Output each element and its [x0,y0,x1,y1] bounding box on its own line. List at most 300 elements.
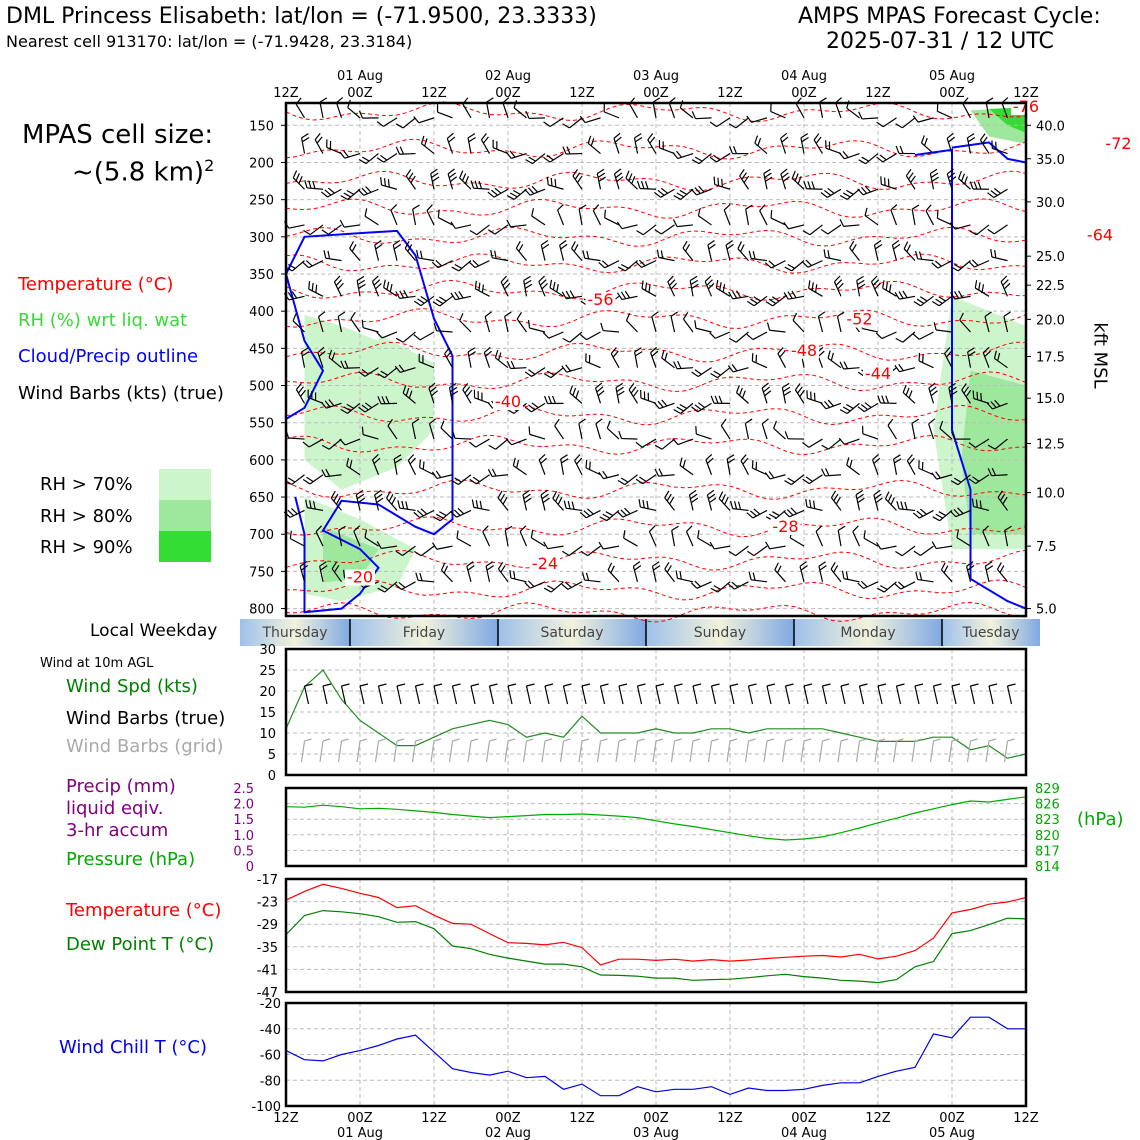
wind-barb-feather [334,494,338,501]
wind-barb-feather [856,490,863,494]
wind-barb-feather [377,158,383,163]
wind-barb-feather [802,443,808,448]
top-time-label: 12Z [865,86,891,101]
wind-barb-grid [986,741,989,762]
wind-barb-feather [558,497,562,504]
wind-barb-feather [447,133,453,138]
wind-barb [936,546,952,548]
wind-barb-feather [724,205,730,210]
wind-barb-feather [695,320,696,328]
isotherm-label: -44 [864,363,892,383]
wind-barb-feather [652,351,658,356]
wind-barb-feather [384,280,386,288]
wind-barb [698,538,712,546]
bottom-time-label: 12Z [273,1111,299,1126]
wind-barb-feather [639,499,640,507]
bottom-date-label: 04 Aug [780,1126,828,1140]
wind-barbs-true-label: Wind Barbs (true) [66,708,226,729]
wind-barb [809,439,823,447]
wind-barb-feather [818,312,824,317]
wind-barb-feather [562,292,566,299]
wind-barb [460,321,471,332]
wind-barb-true [416,686,420,704]
wind-barb-feather [544,157,550,162]
pressure-right-tick-label: 826 [1035,797,1060,813]
wind-barb-feather [791,508,797,514]
wind-barb-feather [524,494,531,499]
wind-barb-true [434,686,438,704]
wind-barb-feather [850,241,854,248]
wind-barb-feather [908,173,913,179]
wind-barb-feather [836,497,840,504]
wind-barb-feather [896,146,899,153]
wind-barb-feather [387,282,389,290]
wind-barb-feather [907,245,911,252]
wind-barb-feather [802,262,808,268]
wind-barb-feather [570,385,573,393]
wind-barb [555,426,564,439]
wind-barb-feather [916,572,918,580]
wind-barb [511,578,527,582]
kft-tick-label: 7.5 [1036,540,1057,556]
wind-barb-feather [774,421,777,428]
wind-barb-grid-feather [619,739,626,741]
wind-tick-label: 15 [259,706,276,721]
wind-barb [365,216,378,225]
wind-barb-feather [695,370,702,375]
wind-barb-feather [714,586,721,590]
wind-barb-feather [646,283,647,291]
wind-barb-grid [746,741,749,762]
wind-barb-feather [765,173,772,177]
wind-barb [586,468,600,475]
wind-barb-feather [320,98,327,102]
wind-barb-feather [668,276,674,282]
wind-barb-feather [871,276,877,282]
isotherm-label: -72 [1105,134,1132,154]
wind-barb-feather [344,151,349,157]
wind-barb-feather [988,229,995,234]
wind-barb-true [527,686,531,704]
wind-barb-feather [678,361,681,368]
wind-barb-feather [864,530,865,538]
wind-barb-feather [398,500,400,508]
wind-barb-feather [511,361,514,368]
wind-barb-feather [632,176,635,183]
wind-barb-feather [525,284,532,288]
wind-barb [348,108,360,118]
wind-barb-true-feather [619,684,627,686]
wind-barb-feather [558,205,564,210]
wind-barb-feather [876,333,882,339]
wind-barb [607,428,619,439]
wind-barb [529,118,545,119]
pressure-tick-label: 700 [249,528,274,544]
wind-barb [836,103,841,118]
wind-barb-feather [575,455,580,461]
pressure-right-tick-label: 814 [1035,860,1060,875]
wind-barb-feather [987,193,993,198]
bottom-date-label: 05 Aug [928,1126,976,1140]
wind-barb-feather [357,276,364,280]
wind-barb-feather [563,124,570,128]
wind-barb-feather [707,458,713,463]
wind-barb [516,248,526,260]
wind-barb-feather [740,169,745,176]
wind-barb-feather [936,299,943,303]
wind-barb [337,103,342,118]
cell-size-sup: 2 [204,156,215,175]
wind-barb-feather [648,134,653,140]
wind-barb [459,261,471,271]
wind-barb-feather [635,138,642,142]
wind-barb-feather [328,188,334,193]
wind-barb-feather [820,98,827,102]
wind-barb-feather [695,581,701,587]
wind-barb-feather [532,208,534,216]
wind-barb-grid [413,741,416,762]
wind-barb-feather [541,241,548,246]
precip-tick-label: 0 [245,860,254,875]
wind-barb-feather [321,192,327,197]
wind-barb [463,390,471,404]
wind-barb-feather [919,353,920,361]
wind-barb-true [582,686,586,704]
wind-barb-grid [838,741,841,762]
wind-barb-true-feather [508,684,516,686]
wind-barb-feather [410,458,415,464]
wind-barb-feather [820,566,827,570]
wind-barb-feather [691,583,697,589]
wind-barb-feather [635,352,642,356]
wind-barb-feather [857,276,864,280]
wind-barb-feather [680,571,681,579]
wind-barb [384,154,397,163]
wind-barb-feather [427,205,432,211]
wind-barb-feather [570,291,574,298]
wind-barb-feather [472,499,473,507]
wind-barb-feather [396,338,403,342]
wind-barb-feather [633,390,638,396]
wind-barb-feather [621,510,627,516]
wind-barb-feather [821,403,826,409]
wind-barb-feather [850,460,852,468]
wind-barb-feather [475,181,477,189]
bottom-time-label: 12Z [1013,1111,1039,1126]
wind-barb-feather [806,260,812,266]
wind-barb-feather [739,502,741,510]
wind-barb-feather [406,501,408,509]
wind-barb [714,546,730,549]
pressure-tick-label: 500 [249,379,274,395]
wind-barb-feather [909,458,914,464]
wind-barb-grid [339,741,342,762]
wind-barb-feather [293,171,296,178]
wind-barb-feather [606,512,613,516]
pressure-tick-label: 800 [249,602,274,618]
wind-barb-feather [436,299,443,303]
wind-barb-feather [414,117,419,123]
wind-barb-feather [769,471,774,477]
wind-barb-feather [547,177,548,185]
wind-barb-feather [315,133,320,139]
isotherm-label: -20 [346,567,374,587]
kft-tick-label: 15.0 [1036,392,1065,408]
wind-barb [838,530,841,546]
wind-barb-feather [603,471,608,478]
wind-barb-feather [973,391,974,399]
wind-barb-feather [547,586,554,590]
wind-barb-feather [376,244,383,249]
top-date-label: 03 Aug [632,69,680,84]
wind-barb-feather [599,177,606,181]
wind-barb [736,118,749,128]
wind-barb [862,118,878,119]
precip-label-3: 3-hr accum [66,820,169,841]
wind-barb [883,154,897,162]
wind-barb-feather [621,292,625,299]
wind-barb-feather [516,241,520,248]
wind-barb-feather [455,264,462,268]
wind-barb-feather [766,302,773,306]
wind-barb-feather [932,301,939,305]
wind-barb-feather [621,478,628,482]
wind-barb-feather [631,387,636,393]
wind-barb-grid [690,741,693,762]
wind-barb [441,428,453,439]
wind-barb-feather [413,205,420,209]
wind-barb [585,118,600,123]
wind-barb [738,249,749,261]
wind-barb-feather [459,291,463,298]
bottom-time-label: 12Z [717,1111,743,1126]
wind-barb-feather [469,262,475,267]
wind-barb-grid [579,741,582,762]
wind-barb [752,468,767,475]
wind-barb [585,258,601,260]
wind-barb-feather [986,98,993,102]
wind-barb-feather [765,472,770,478]
wind-barb-feather [959,171,962,178]
pressure-tick-label: 250 [249,193,274,209]
wind-barb-feather [692,372,699,377]
pressure-right-tick-label: 820 [1035,828,1060,844]
wind-barb-true [823,686,827,704]
wind-barb-feather [714,371,721,375]
wind-barb-feather [483,526,489,532]
wind-barb-feather [418,299,425,303]
wind-barb-feather [877,588,884,592]
wind-barb-feather [580,335,586,340]
wind-barb-true [712,686,716,704]
wind-barb-feather [580,512,586,517]
wind-barb-grid [524,741,527,762]
wind-barb-feather [828,250,829,258]
wind-barb [888,425,896,439]
wind-barb-grid [912,741,915,762]
wind-barb-feather [544,122,550,127]
wind-barb-feather [293,313,296,320]
wind-barb-feather [340,152,345,158]
wind-barb-feather [432,173,439,177]
wind-barb-grid [709,741,712,762]
wind-barb [724,210,730,225]
wind-barb-feather [965,176,968,183]
wind-barb-feather [806,477,813,482]
wind-barb-feather [673,439,678,445]
bottom-time-label: 12Z [569,1111,595,1126]
wind-barb-grid-feather [490,739,497,741]
wind-barb-feather [614,133,620,138]
wind-barb [292,261,304,271]
wind-barb-feather [319,312,325,317]
wind-barb-grid [857,741,860,762]
wind-barb-feather [433,543,437,550]
wind-barb-grid-feather [693,739,700,741]
wind-barb-feather [880,586,887,590]
wind-barb-feather [305,180,307,188]
wind-barb-true-feather [767,684,775,686]
wind-barb-true [897,686,901,704]
precip-label-1: Precip (mm) [66,776,176,797]
wind-barb-feather [673,152,678,158]
wind-barb-feather [1001,276,1007,282]
isotherm-label: -24 [531,554,559,574]
wind-barb-feather [599,542,603,549]
legend-temperature: Temperature (°C) [18,274,174,295]
wind-barb-feather [597,387,603,392]
wind-barb-feather [672,526,679,530]
wind-barb-feather [861,187,866,193]
wind-barb-feather [563,147,566,154]
wind-barb-feather [473,477,480,481]
wind-barb [683,319,693,332]
wind-barb-feather [449,173,455,178]
wind-barb-feather [865,208,867,216]
wind-barb [483,532,490,547]
wind-barb-feather [846,190,853,194]
wind-barb-feather [707,280,713,286]
wind-barb-feather [399,582,405,587]
wind-barb-true [397,686,401,704]
wind-barb-feather [561,455,568,459]
wind-barb-feather [572,502,574,510]
wind-barb-feather [857,494,864,498]
wind-barb [463,104,471,118]
kft-label: kft MSL [1089,322,1111,389]
wind-barb-feather [714,177,715,185]
wind-barb [912,209,915,225]
wind-barb-feather [843,193,850,197]
wind-barb-feather [455,292,459,299]
wind-barb-feather [469,138,476,142]
weekday-label: Thursday [262,625,328,641]
wind-barb-feather [391,205,397,211]
wind-barb [611,354,619,368]
wind-barb [793,320,804,332]
wind-barb-feather [831,353,833,361]
wind-barb-feather [775,563,779,570]
wind-barb-feather [377,498,384,503]
wind-barb-feather [888,494,891,501]
wind-barb [289,438,305,439]
wind-barb [844,225,860,226]
wind-barb-true-feather [989,684,997,686]
pressure-label: Pressure (hPa) [66,849,196,870]
wind-barb-feather [747,301,754,305]
wind-barb-feather [933,517,940,521]
wind-barb-feather [661,188,667,193]
wind-barb [514,108,526,118]
wind-barb-feather [452,267,459,271]
wind-barb [548,546,564,549]
wind-barb-true [767,686,771,704]
top-time-label: 12Z [717,86,743,101]
wind-barb-feather [574,244,578,251]
wind-barb-grid [561,741,564,762]
wind-barb-grid-feather [860,739,867,741]
wind-barb-feather [390,284,392,292]
wind-barb-grid-feather [471,739,478,741]
wind-barb-feather [439,512,446,516]
wind-barb-feather [634,565,640,570]
temp-tick-label: -17 [256,873,278,888]
wind-barb-feather [605,210,606,218]
wind-barb-grid-feather [767,739,774,741]
wind-barb-feather [926,205,931,211]
wind-barb-feather [920,509,926,514]
wind-barb-true-feather [582,684,590,686]
wind-barb-feather [925,138,928,146]
wind-barb-feather [654,192,660,197]
wind-barb-feather [549,396,552,403]
wind-barb-feather [743,458,748,464]
wind-barb [683,248,693,261]
wind-barb-feather [492,469,496,476]
wind-barb-feather [709,244,716,249]
rh90-label: RH > 90% [40,537,133,558]
bottom-date-label: 02 Aug [484,1126,532,1140]
wind-barb-feather [821,193,827,198]
pressure-right-tick-label: 829 [1035,782,1060,797]
wind-barb [643,225,656,235]
wind-barb-feather [747,334,753,339]
wind-barb-feather [302,134,309,138]
wind-barb-true-feather [434,684,442,686]
wind-barb-feather [793,313,796,320]
precip-tick-label: 2.5 [233,782,254,797]
wind-barb-feather [471,181,473,189]
wind-barb-feather [903,385,906,392]
wind-barb [530,328,545,332]
wind-barb-feather [895,584,901,589]
wind-barb-grid [357,741,360,762]
wind-barb [384,288,397,297]
wind-barb-feather [784,222,789,229]
wind-barb-feather [545,396,548,403]
windchill-tick-label: -40 [259,1022,281,1038]
wind-barb-grid-feather [971,739,978,741]
wind-barb-feather [460,313,463,320]
wind-barb [994,225,1007,234]
wind-barb-feather [839,438,844,444]
wind-barb-feather [306,261,312,266]
wind-barb [774,428,786,439]
wind-barb [476,439,490,447]
bottom-time-label: 00Z [791,1111,817,1126]
wind-barb [829,439,841,449]
wind-barb-feather [906,388,909,395]
